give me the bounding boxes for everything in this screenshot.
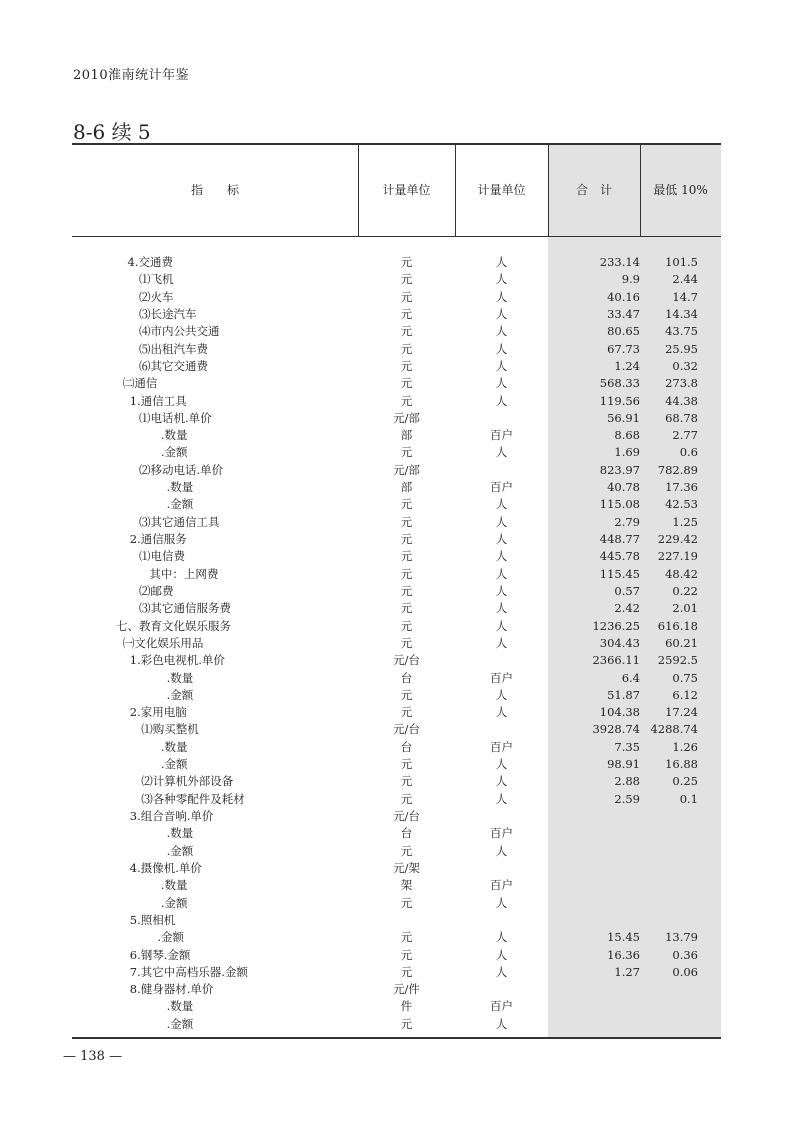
table-row bbox=[72, 618, 721, 635]
row-unit-2: 百户 bbox=[490, 999, 513, 1014]
row-total: 0.57 bbox=[614, 583, 640, 598]
row-unit-1: 元 bbox=[400, 930, 413, 945]
row-indicator: 其中：上网费 bbox=[149, 566, 219, 581]
row-unit-1: 架 bbox=[400, 878, 413, 893]
table-row bbox=[72, 895, 721, 912]
table-row bbox=[72, 912, 721, 929]
table-title: 8-6 续 5 bbox=[73, 120, 151, 144]
row-unit-1: 台 bbox=[400, 826, 413, 841]
column-header-unit-1: 计量单位 bbox=[382, 183, 431, 197]
row-lowest: 17.24 bbox=[665, 705, 698, 720]
row-unit-1: 元 bbox=[400, 532, 413, 546]
row-lowest: 0.75 bbox=[672, 670, 698, 685]
row-lowest: 0.32 bbox=[672, 358, 698, 373]
table-row bbox=[72, 531, 721, 548]
row-unit-1: 元/台 bbox=[393, 722, 420, 737]
row-indicator: ㈡通信 bbox=[122, 376, 158, 391]
row-unit-1: 元/台 bbox=[393, 809, 420, 823]
header-rule bbox=[72, 236, 721, 237]
row-unit-2: 人 bbox=[495, 306, 508, 321]
row-unit-2: 人 bbox=[495, 601, 508, 616]
row-indicator: .金额 bbox=[166, 843, 194, 858]
row-lowest: 0.22 bbox=[672, 583, 698, 598]
row-total: 1.27 bbox=[614, 964, 640, 979]
row-unit-1: 元 bbox=[400, 289, 413, 304]
row-total: 8.68 bbox=[614, 428, 640, 443]
row-indicator: .数量 bbox=[160, 739, 188, 754]
row-indicator: .金额 bbox=[160, 895, 188, 910]
row-unit-1: 元 bbox=[400, 964, 413, 979]
table-row bbox=[72, 704, 721, 721]
row-total: 15.45 bbox=[607, 930, 640, 945]
row-total: 823.97 bbox=[599, 462, 640, 477]
row-unit-2: 人 bbox=[495, 532, 508, 546]
row-indicator: .数量 bbox=[166, 480, 194, 495]
row-total: 2366.11 bbox=[592, 653, 640, 668]
row-unit-1: 元 bbox=[400, 497, 413, 512]
page-number: — 138 — bbox=[63, 1049, 123, 1064]
row-unit-2: 百户 bbox=[490, 878, 513, 893]
row-unit-2: 人 bbox=[495, 947, 508, 962]
table-row bbox=[72, 756, 721, 773]
table-body bbox=[72, 254, 721, 1033]
row-unit-2: 人 bbox=[495, 514, 508, 529]
row-lowest: 13.79 bbox=[665, 930, 698, 945]
row-unit-1: 元 bbox=[400, 393, 413, 408]
row-unit-2: 人 bbox=[495, 376, 508, 391]
row-total: 3928.74 bbox=[592, 722, 640, 737]
row-unit-2: 人 bbox=[495, 930, 508, 945]
table-row bbox=[72, 600, 721, 617]
row-unit-2: 人 bbox=[495, 566, 508, 581]
table-row bbox=[72, 964, 721, 981]
row-lowest: 0.06 bbox=[672, 964, 698, 979]
table-row bbox=[72, 877, 721, 894]
row-total: 9.9 bbox=[621, 272, 640, 287]
row-total: 40.78 bbox=[607, 480, 640, 495]
row-total: 98.91 bbox=[607, 757, 640, 772]
row-total: 304.43 bbox=[599, 635, 640, 650]
row-lowest: 229.42 bbox=[657, 532, 698, 546]
row-unit-2: 人 bbox=[495, 687, 508, 702]
table-row bbox=[72, 341, 721, 358]
row-lowest: 2.44 bbox=[672, 272, 698, 287]
row-total: 80.65 bbox=[607, 324, 640, 339]
row-indicator: ⑴电话机.单价 bbox=[139, 410, 212, 425]
row-lowest: 42.53 bbox=[665, 497, 698, 512]
row-unit-1: 元 bbox=[400, 895, 413, 910]
row-total: 56.91 bbox=[607, 410, 640, 425]
table-row bbox=[72, 514, 721, 531]
row-indicator: .数量 bbox=[160, 878, 188, 893]
row-indicator: .数量 bbox=[166, 670, 194, 685]
row-total: 568.33 bbox=[599, 376, 640, 391]
row-unit-1: 元 bbox=[400, 566, 413, 581]
row-indicator: 七、教育文化娱乐服务 bbox=[116, 618, 231, 633]
row-lowest: 0.25 bbox=[672, 774, 698, 789]
row-indicator: .金额 bbox=[166, 687, 194, 702]
table-row bbox=[72, 721, 721, 738]
row-total: 445.78 bbox=[599, 549, 640, 564]
row-unit-1: 元 bbox=[400, 687, 413, 702]
column-header-total: 合 计 bbox=[575, 183, 612, 197]
column-header-unit-2: 计量单位 bbox=[477, 183, 526, 197]
row-unit-1: 元 bbox=[400, 601, 413, 616]
row-unit-1: 部 bbox=[400, 428, 413, 443]
row-lowest: 273.8 bbox=[665, 376, 698, 391]
row-unit-2: 百户 bbox=[490, 826, 513, 841]
table-row bbox=[72, 1016, 721, 1033]
row-indicator: ⑶其它通信工具 bbox=[139, 514, 220, 529]
row-total: 2.42 bbox=[614, 601, 640, 616]
table-row bbox=[72, 583, 721, 600]
row-lowest: 44.38 bbox=[665, 393, 698, 408]
row-total: 104.38 bbox=[599, 705, 640, 720]
row-unit-1: 件 bbox=[400, 999, 413, 1014]
row-unit-1: 元/部 bbox=[393, 462, 420, 477]
row-indicator: ㈠文化娱乐用品 bbox=[122, 635, 204, 650]
row-total: 2.88 bbox=[614, 774, 640, 789]
table-row bbox=[72, 687, 721, 704]
row-indicator: .金额 bbox=[160, 757, 188, 772]
row-indicator: ⑵火车 bbox=[139, 289, 174, 304]
row-indicator: 2.通信服务 bbox=[129, 532, 187, 546]
table-row bbox=[72, 635, 721, 652]
row-lowest: 16.88 bbox=[665, 757, 698, 772]
row-indicator: ⑹其它交通费 bbox=[139, 358, 208, 373]
row-unit-1: 台 bbox=[400, 670, 413, 685]
row-unit-2: 人 bbox=[495, 964, 508, 979]
row-unit-1: 元 bbox=[400, 1016, 413, 1031]
row-indicator: ⑴购买整机 bbox=[141, 722, 199, 737]
row-total: 115.08 bbox=[599, 497, 640, 512]
row-indicator: ⑴电信费 bbox=[139, 549, 185, 564]
row-unit-1: 元 bbox=[400, 255, 413, 269]
table-row bbox=[72, 427, 721, 444]
row-unit-1: 元/架 bbox=[393, 860, 420, 875]
row-total: 33.47 bbox=[607, 306, 640, 321]
row-indicator: .金额 bbox=[160, 445, 188, 460]
row-total: 233.14 bbox=[599, 255, 640, 269]
row-unit-1: 元 bbox=[400, 549, 413, 564]
row-unit-1: 元/部 bbox=[393, 410, 420, 425]
row-lowest: 1.25 bbox=[672, 514, 698, 529]
row-unit-1: 元 bbox=[400, 705, 413, 720]
row-indicator: .金额 bbox=[157, 930, 185, 945]
row-unit-2: 人 bbox=[495, 445, 508, 460]
row-indicator: 5.照相机 bbox=[129, 912, 176, 927]
row-unit-2: 人 bbox=[495, 272, 508, 287]
row-total: 1236.25 bbox=[592, 618, 640, 633]
table-row bbox=[72, 444, 721, 461]
row-lowest: 101.5 bbox=[665, 255, 698, 269]
row-indicator: 6.钢琴.金额 bbox=[129, 947, 191, 962]
row-lowest: 60.21 bbox=[665, 635, 698, 650]
row-unit-2: 人 bbox=[495, 497, 508, 512]
row-unit-1: 元 bbox=[400, 376, 413, 391]
table-row bbox=[72, 947, 721, 964]
row-unit-1: 元 bbox=[400, 757, 413, 772]
row-total: 6.4 bbox=[621, 670, 640, 685]
row-total: 115.45 bbox=[599, 566, 640, 581]
table-row bbox=[72, 358, 721, 375]
row-total: 1.24 bbox=[614, 358, 640, 373]
table-row bbox=[72, 254, 721, 271]
row-unit-1: 元 bbox=[400, 272, 413, 287]
row-unit-1: 元/件 bbox=[393, 982, 420, 997]
row-unit-2: 人 bbox=[495, 757, 508, 772]
row-indicator: 8.健身器材.单价 bbox=[129, 982, 214, 997]
row-lowest: 14.34 bbox=[665, 306, 698, 321]
row-lowest: 782.89 bbox=[657, 462, 698, 477]
row-indicator: ⑵邮费 bbox=[139, 583, 174, 598]
row-indicator: ⑵移动电话.单价 bbox=[139, 462, 224, 477]
row-unit-2: 人 bbox=[495, 635, 508, 650]
row-lowest: 2592.5 bbox=[657, 653, 698, 668]
row-unit-2: 人 bbox=[495, 618, 508, 633]
column-header-lowest: 最低 10% bbox=[653, 183, 708, 197]
row-indicator: 4.交通费 bbox=[127, 255, 173, 269]
table-row bbox=[72, 670, 721, 687]
table-row bbox=[72, 739, 721, 756]
table-row bbox=[72, 462, 721, 479]
row-unit-2: 人 bbox=[495, 791, 508, 806]
row-indicator: 3.组合音响.单价 bbox=[129, 809, 214, 823]
table-row bbox=[72, 843, 721, 860]
row-total: 7.35 bbox=[614, 739, 640, 754]
bottom-rule bbox=[72, 1037, 721, 1039]
row-unit-2: 人 bbox=[495, 843, 508, 858]
row-indicator: ⑶各种零配件及耗材 bbox=[141, 791, 245, 806]
row-unit-1: 元 bbox=[400, 947, 413, 962]
row-lowest: 0.6 bbox=[679, 445, 698, 460]
row-indicator: .数量 bbox=[166, 826, 194, 841]
row-indicator: ⑶其它通信服务费 bbox=[139, 601, 231, 616]
table-row bbox=[72, 791, 721, 808]
table-row bbox=[72, 375, 721, 392]
table-row bbox=[72, 289, 721, 306]
row-unit-1: 元 bbox=[400, 445, 413, 460]
row-unit-1: 元 bbox=[400, 635, 413, 650]
table-row bbox=[72, 323, 721, 340]
row-indicator: ⑵计算机外部设备 bbox=[141, 774, 234, 789]
table-row bbox=[72, 548, 721, 565]
row-unit-2: 百户 bbox=[490, 480, 513, 495]
row-lowest: 1.26 bbox=[672, 739, 698, 754]
table-row bbox=[72, 808, 721, 825]
row-unit-2: 人 bbox=[495, 341, 508, 356]
row-unit-2: 人 bbox=[495, 358, 508, 373]
row-unit-2: 人 bbox=[495, 289, 508, 304]
row-indicator: ⑶长途汽车 bbox=[139, 306, 197, 321]
row-indicator: .金额 bbox=[166, 497, 194, 512]
row-unit-2: 百户 bbox=[490, 670, 513, 685]
row-indicator: 7.其它中高档乐器.金额 bbox=[129, 964, 248, 979]
row-unit-1: 元 bbox=[400, 324, 413, 339]
row-unit-1: 元 bbox=[400, 618, 413, 633]
row-unit-1: 元 bbox=[400, 774, 413, 789]
row-total: 1.69 bbox=[614, 445, 640, 460]
row-indicator: ⑷市内公共交通 bbox=[139, 324, 220, 339]
table-row bbox=[72, 393, 721, 410]
row-total: 51.87 bbox=[607, 687, 640, 702]
row-indicator: ⑴飞机 bbox=[139, 272, 174, 287]
row-unit-2: 人 bbox=[495, 705, 508, 720]
row-total: 2.59 bbox=[614, 791, 640, 806]
row-unit-2: 人 bbox=[495, 393, 508, 408]
row-unit-2: 人 bbox=[495, 324, 508, 339]
row-indicator: ⑸出租汽车费 bbox=[139, 341, 208, 356]
row-unit-1: 元 bbox=[400, 791, 413, 806]
column-header-indicator: 指 标 bbox=[190, 183, 239, 197]
table-row bbox=[72, 271, 721, 288]
row-indicator: .数量 bbox=[166, 999, 194, 1014]
row-indicator: .数量 bbox=[160, 428, 188, 443]
table-row bbox=[72, 981, 721, 998]
row-unit-1: 元 bbox=[400, 306, 413, 321]
row-total: 67.73 bbox=[607, 341, 640, 356]
row-lowest: 25.95 bbox=[665, 341, 698, 356]
row-indicator: 2.家用电脑 bbox=[129, 705, 187, 720]
table-row bbox=[72, 652, 721, 669]
row-unit-1: 元 bbox=[400, 583, 413, 598]
row-total: 16.36 bbox=[607, 947, 640, 962]
table-row bbox=[72, 773, 721, 790]
row-unit-2: 人 bbox=[495, 1016, 508, 1031]
row-lowest: 2.77 bbox=[672, 428, 698, 443]
row-lowest: 4288.74 bbox=[650, 722, 698, 737]
row-unit-1: 部 bbox=[400, 480, 413, 495]
row-lowest: 17.36 bbox=[665, 480, 698, 495]
row-unit-1: 元/台 bbox=[393, 653, 420, 668]
table-row bbox=[72, 479, 721, 496]
row-lowest: 48.42 bbox=[665, 566, 698, 581]
row-unit-2: 百户 bbox=[490, 428, 513, 443]
row-lowest: 6.12 bbox=[672, 687, 698, 702]
table-row bbox=[72, 496, 721, 513]
row-lowest: 68.78 bbox=[665, 410, 698, 425]
statistics-table bbox=[72, 143, 721, 1039]
row-unit-2: 人 bbox=[495, 583, 508, 598]
row-unit-1: 元 bbox=[400, 514, 413, 529]
row-lowest: 0.36 bbox=[672, 947, 698, 962]
row-lowest: 2.01 bbox=[672, 601, 698, 616]
row-unit-2: 人 bbox=[495, 255, 508, 269]
row-indicator: 1.彩色电视机.单价 bbox=[129, 653, 225, 668]
row-lowest: 0.1 bbox=[679, 791, 698, 806]
row-unit-1: 元 bbox=[400, 358, 413, 373]
table-row bbox=[72, 860, 721, 877]
row-unit-2: 人 bbox=[495, 549, 508, 564]
table-row bbox=[72, 929, 721, 946]
row-unit-1: 元 bbox=[400, 843, 413, 858]
row-unit-2: 人 bbox=[495, 774, 508, 789]
row-unit-1: 元 bbox=[400, 341, 413, 356]
table-row bbox=[72, 566, 721, 583]
row-total: 2.79 bbox=[614, 514, 640, 529]
row-lowest: 43.75 bbox=[665, 324, 698, 339]
row-indicator: 1.通信工具 bbox=[129, 393, 187, 408]
table-row bbox=[72, 998, 721, 1015]
row-lowest: 227.19 bbox=[657, 549, 698, 564]
row-unit-2: 百户 bbox=[490, 739, 513, 754]
table-row bbox=[72, 825, 721, 842]
book-header: 2010淮南统计年鉴 bbox=[73, 68, 190, 83]
table-row bbox=[72, 410, 721, 427]
row-unit-1: 台 bbox=[400, 739, 413, 754]
row-total: 448.77 bbox=[599, 532, 640, 546]
row-unit-2: 人 bbox=[495, 895, 508, 910]
row-total: 119.56 bbox=[599, 393, 640, 408]
row-indicator: 4.摄像机.单价 bbox=[129, 860, 202, 875]
row-total: 40.16 bbox=[607, 289, 640, 304]
row-indicator: .金额 bbox=[166, 1016, 194, 1031]
row-lowest: 14.7 bbox=[672, 289, 698, 304]
table-row bbox=[72, 306, 721, 323]
row-lowest: 616.18 bbox=[657, 618, 698, 633]
